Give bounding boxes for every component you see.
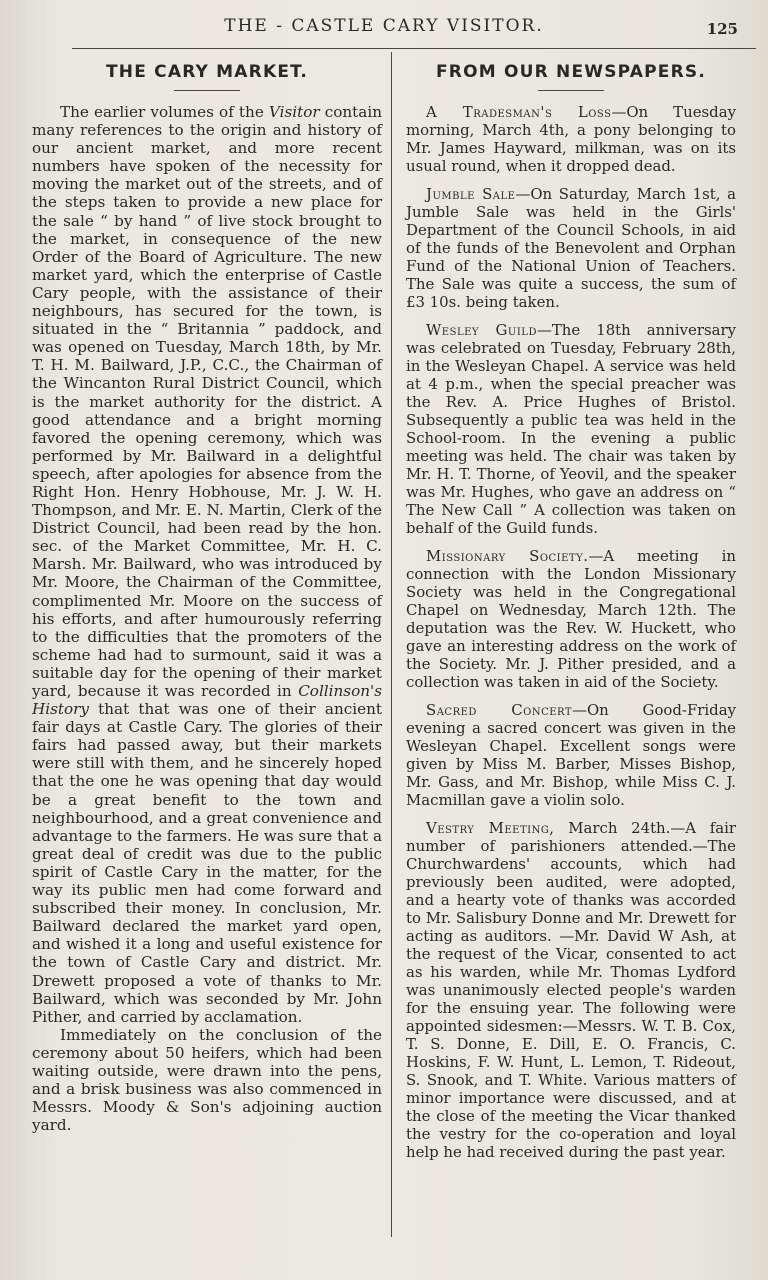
heading-rule — [174, 90, 240, 91]
news-item-title: Sacred Concert — [426, 701, 573, 719]
article-paragraph: Immediately on the conclusion of the ceremony about 50 heifers, which had been waiting outside, were drawn into the pens, and a brisk business was also commenced in Messrs. Moody & Son's adjoining auction yard. — [32, 1025, 382, 1135]
news-item — [406, 103, 736, 175]
news-item-text: —On Good-Friday evening a sacred concert was given in the Wesleyan Chapel. Excellent songs were given by Miss M. Barber, Misses Bishop, Mr. Gass, and Mr. Bishop, while Miss C. J. Macmillan gave a violin solo. — [406, 701, 736, 809]
news-item-text: —The 18th anniversary was celebrated on Tuesday, February 28th, in the Wesleyan Chapel. A service was held at 4 p.m., when the special preacher was the Rev. A. Price Hughes of Bristol. Subsequently a public tea was held in the School-room. In the evening a public meeting was held. The chair was taken by Mr. H. T. Thorne, of Yeovil, and the speaker was Mr. Hughes, who gave an address on “ The New Call ” A collection was taken on behalf of the Guild funds. — [406, 321, 736, 537]
header-rule — [72, 48, 756, 49]
column-divider — [391, 52, 392, 1237]
news-item-text: —A meeting in connection with the London Missionary Society was held in the Congregational Chapel on Wednesday, March 12th. The deputation was the Rev. W. Huckett, who gave an interesting address on the work of the Society. Mr. J. Pither presided, and a collection was taken in aid of the Society. — [406, 547, 736, 691]
right-column — [406, 62, 736, 1171]
page-number: 125 — [706, 20, 738, 38]
news-item-title: Jumble Sale — [426, 185, 516, 203]
news-item-text: —On Tuesday morning, March 4th, a pony belonging to Mr. James Hayward, milkman, was on its usual round, when it dropped dead. — [406, 103, 736, 175]
cary-market-heading: THE CARY MARKET. — [106, 62, 308, 82]
newspapers-heading: FROM OUR NEWSPAPERS. — [435, 62, 706, 82]
news-item-title: Vestry Meeting, — [426, 819, 555, 837]
running-title: THE - CASTLE CARY VISITOR. — [224, 16, 544, 36]
running-head — [0, 16, 768, 40]
news-item-text: March 24th.—A fair number of parishioners attended.—The Churchwardens' accounts, which had previously been audited, were adopted, and a hearty vote of thanks was accorded to Mr. Salisbury Donne and Mr. Drewett for acting as auditors. —Mr. David W Ash, at the request of the Vicar, consented to act as his warden, while Mr. Thomas Lydford was unanimously elected people's warden for the ensuing year. The following were appointed sidesmen:—Messrs. W. T. B. Cox, T. S. Donne, E. Dill, E. O. Francis, C. Hoskins, F. W. Hunt, L. Lemon, T. Rideout, S. Snook, and T. White. Various matters of minor importance were discussed, and at the close of the meeting the Vicar thanked the vestry for the co-operation and loyal help he had received during the past year. — [406, 819, 736, 1161]
article-paragraph — [32, 103, 382, 1026]
text-run: that that was one of their ancient fair days at Castle Cary. The glories of their fairs had passed away, but their markets were still with them, and he sincerely hoped that the one he was opening that day would be a great benefit to the town and neighbourhood, and a great convenience and advantage to the farmers. He was sure that a great deal of credit was due to the public spirit of Castle Cary in the matter, for the way its public men had come forward and subscribed their money. In conclusion, Mr. Bailward declared the market yard open, and wished it a long and useful existence for the town of Castle Cary and district. Mr. Drewett proposed a vote of thanks to Mr. Bailward, which was seconded by Mr. John Pither, and carried by acclamation. — [32, 700, 383, 1026]
news-item-title: Missionary Society. — [426, 547, 589, 565]
italic-title: Visitor — [268, 103, 320, 121]
text-run: The earlier volumes of the — [60, 103, 269, 121]
left-column — [32, 62, 382, 1134]
heading-rule — [538, 90, 604, 91]
text-run: contain many references to the origin and history of our ancient market, and more recent numbers have spoken of the necessity for moving the market out of the streets, and of the steps taken to provide a new place for the sale “ by hand ” of live stock brought to the market, in consequence of the new Order of the Board of Agriculture. The new market yard, which the enterprise of Castle Cary people, with the assistance of their neighbours, has secured for the town, is situated in the “ Britannia ” paddock, and was opened on Tuesday, March 18th, by Mr. T. H. M. Bailward, J.P., C.C., the Chairman of the Wincanton Rural District Council, which is the market authority for the district. A good attendance and a bright morning favored the opening ceremony, which was performed by Mr. Bailward in a delightful speech, after apologies for absence from the Right Hon. Henry Hobhouse, Mr. J. W. H. Thompson, and Mr. E. N. Martin, Clerk of the District Council, had been read by the hon. sec. of the Market Committee, Mr. H. C. Marsh. Mr. Bailward, who was introduced by Mr. Moore, the Chairman of the Committee, complimented Mr. Moore on the success of his efforts, and after humourously referring to the difficulties that the promoters of the scheme had had to surmount, said it was a suitable day for the opening of their market yard, because it was recorded in — [32, 103, 382, 700]
news-item — [406, 701, 736, 809]
news-item-text: —On Saturday, March 1st, a Jumble Sale was held in the Girls' Department of the Council Schools, in aid of the funds of the Benevolent and Orphan Fund of the National Union of Teachers. The Sale was quite a success, the sum of £3 10s. being taken. — [406, 185, 736, 311]
italic-title: Collinson's History — [32, 682, 382, 719]
cary-market-article — [32, 103, 382, 1134]
news-item — [406, 321, 736, 537]
news-item — [406, 185, 736, 311]
news-item-title: Wesley Guild — [426, 321, 537, 339]
news-item — [406, 547, 736, 691]
news-item — [406, 819, 736, 1161]
news-item-title: A Tradesman's Loss — [426, 103, 612, 121]
